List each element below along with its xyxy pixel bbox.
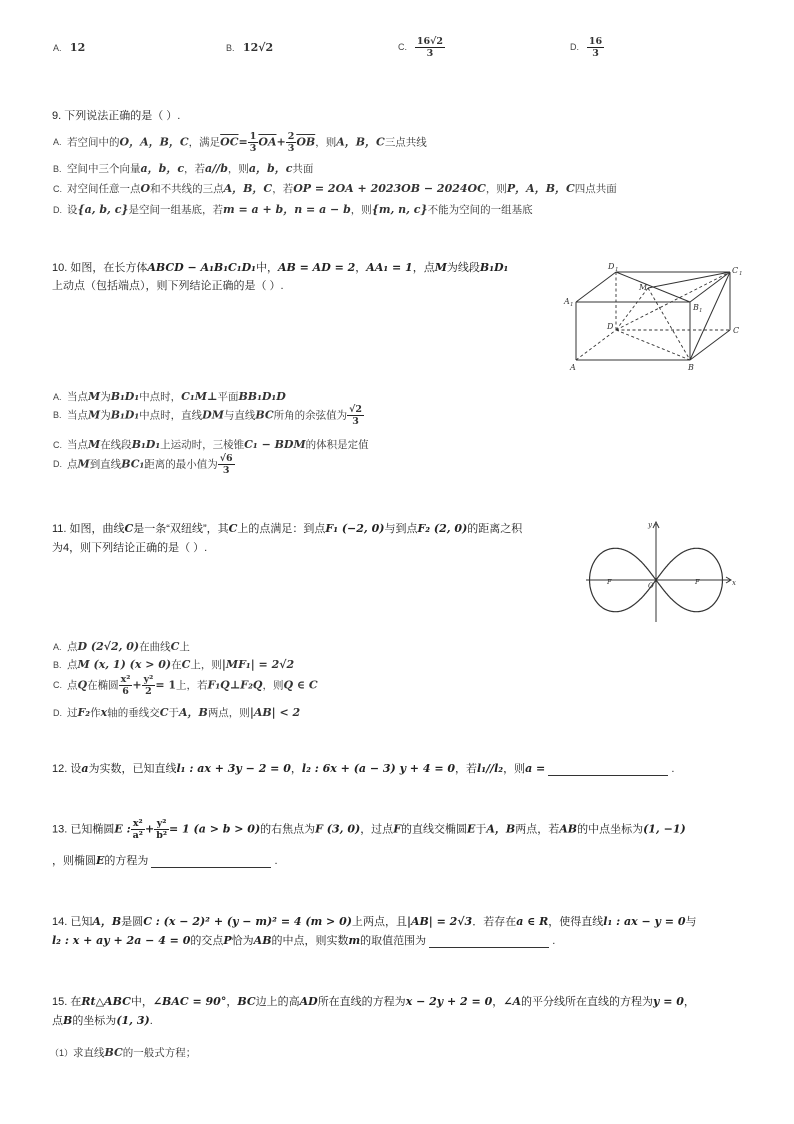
axis-label-x: x (732, 579, 736, 587)
q11-option-c: C. 点Q在椭圆 $\frac{\text{x²}}{6}$ + $\frac{\text{y²}}{2}$ = 1上，若F₁Q⊥F₂Q，则Q ∈ C (53, 674, 318, 697)
q8-option-b (226, 41, 273, 54)
fraction: $\frac{\text{x²}}{6}$ (120, 674, 131, 697)
q15-stem-line2: 点B的坐标为(1, 3). (52, 1014, 153, 1027)
q11-option-d: D. 过F₂作x轴的垂线交C于A，B两点，则|AB| < 2 (53, 706, 301, 719)
option-value: 12 (69, 41, 86, 54)
sub-question-label: （1） (50, 1048, 74, 1058)
fraction: $\frac{2}{3}$ (287, 131, 295, 154)
option-label: D. (53, 708, 62, 718)
answer-blank[interactable] (548, 765, 668, 776)
q11-option-b: B. 点M (x, 1) (x > 0)在C上，则|MF₁| = 2√2 (53, 658, 295, 671)
q13-stem-line2: ，则椭圆E的方程为 . (52, 854, 278, 867)
label-c: C (733, 326, 740, 335)
option-label: C. (53, 184, 62, 194)
label-b: B (688, 363, 694, 372)
option-label: A. (53, 392, 62, 402)
q11-stem-line1: 11. 如图，曲线C是一条“双纽线”，其C上的点满足：到点F₁ (−2, 0)与到点F₂ (2, 0)的距离之积 (52, 522, 523, 535)
answer-blank[interactable] (151, 857, 271, 868)
focus-label-f2: F (695, 578, 700, 586)
axis-label-y: y (648, 521, 652, 529)
fraction: $\frac{16}{3}$ (588, 36, 603, 59)
q9-option-b: B. 空间中三个向量a，b，c，若a//b，则a，b，c共面 (53, 162, 314, 175)
lemniscate-figure (582, 518, 742, 624)
q10-stem-line2: 上动点（包括端点），则下列结论正确的是（ ）. (52, 280, 284, 292)
option-label: A. (53, 43, 62, 53)
option-label: B. (53, 660, 62, 670)
q9-option-c: C. 对空间任意一点O和不共线的三点A，B，C，若OP = 2OA + 2023OB − 2024OC，则P，A，B，C四点共面 (53, 182, 617, 195)
q8-option-d (570, 36, 604, 59)
q10-option-c: C. 当点M在线段B₁D₁上运动时，三棱锥C₁ − BDM的体积是定值 (53, 438, 369, 451)
q10-option-b: B. 当点M为B₁D₁中点时，直线DM与直线BC所角的余弦值为 $\frac{√2}{3}$ (53, 404, 363, 427)
option-label: B. (53, 410, 62, 421)
label-sub: 1 (615, 267, 619, 273)
option-label: C. (53, 440, 62, 450)
option-label: C. (53, 680, 62, 691)
q13-stem-line1: 13. 已知椭圆E : $\frac{\text{x²}}{\text{a²}}$ + $\frac{\text{y²}}{\text{b²}}$ = 1 (a > b > 0)的右焦点为F (3, 0)，过点F的直线交椭圆E于A，B两点，若AB的中点坐标为(1, −1) (52, 818, 686, 841)
q11-option-a: A. 点D (2√2, 0)在曲线C上 (53, 640, 190, 653)
q12-stem: 12. 设a为实数，已知直线l₁ : ax + 3y − 2 = 0，l₂ : 6x + (a − 3) y + 4 = 0，若l₁//l₂，则a = . (52, 762, 675, 775)
option-label: A. (53, 137, 62, 148)
label-sub: 1 (739, 271, 743, 277)
answer-blank[interactable] (429, 937, 549, 948)
label-a: A (570, 363, 576, 372)
label-sub: 1 (699, 308, 703, 314)
option-value: 12√2 (242, 41, 274, 54)
label-m: M (639, 283, 648, 292)
label-b1: B (693, 303, 699, 312)
q15-stem-line1: 15. 在Rt△ABC中，∠BAC = 90°，BC边上的高AD所在直线的方程为x − 2y + 2 = 0，∠A的平分线所在直线的方程为y = 0， (52, 995, 695, 1008)
q8-option-a (53, 41, 85, 54)
fraction: $\frac{\text{y²}}{2}$ (143, 674, 154, 697)
option-label: D. (53, 459, 62, 470)
q10-option-a: A. 当点M为B₁D₁中点时，C₁M⊥平面BB₁D₁D (53, 390, 286, 403)
option-label: D. (570, 42, 579, 53)
fraction: $\frac{\text{y²}}{\text{b²}}$ (156, 818, 167, 841)
q10-stem-line1: 10. 如图，在长方体ABCD − A₁B₁C₁D₁中，AB = AD = 2，AA₁ = 1，点M为线段B₁D₁ (52, 261, 509, 274)
label-d: D (607, 322, 614, 331)
focus-label-f1: F (607, 578, 612, 586)
fraction: $\frac{\text{x²}}{\text{a²}}$ (132, 818, 143, 841)
option-label: A. (53, 642, 62, 652)
q9-stem: 9. 下列说法正确的是（ ）. (52, 110, 181, 122)
q8-option-c (398, 36, 445, 59)
option-label: B. (226, 43, 235, 53)
label-d1: D (608, 262, 615, 271)
option-label: D. (53, 205, 62, 215)
label-a1: A (564, 297, 570, 306)
option-label: C. (398, 42, 407, 53)
label-sub: 1 (570, 302, 574, 308)
fraction: $\frac{√2}{3}$ (349, 404, 363, 427)
label-c1: C (732, 266, 739, 275)
q14-stem-line1: 14. 已知A，B是圆C : (x − 2)² + (y − m)² = 4 (m > 0)上两点，且|AB| = 2√3．若存在a ∈ R，使得直线l₁ : ax − y = 0与 (52, 915, 697, 928)
q10-option-d: D. 点M到直线BC₁距离的最小值为 $\frac{√6}{3}$ (53, 453, 233, 476)
q9-option-a: A. 若空间中的O，A，B，C，满足$\overline{OC}=$ $\frac{1}{3}$ $\overline{OA}+$ $\frac{2}{3}$ $\overline{OB}$，则A，B，C三点共线 (53, 131, 427, 154)
cuboid-figure (560, 258, 745, 376)
fraction: $\frac{16√2}{3}$ (416, 36, 443, 59)
fraction: $\frac{√6}{3}$ (219, 453, 233, 476)
q9-option-d: D. 设{a, b, c}是空间一组基底，若m = a + b，n = a − b，则{m, n, c}不能为空间的一组基底 (53, 203, 533, 216)
q14-stem-line2: l₂ : x + ay + 2a − 4 = 0的交点P恰为AB的中点，则实数m的取值范围为 . (52, 934, 556, 947)
origin-label: O (648, 582, 654, 590)
q15-sub-question-1: （1）求直线BC的一般式方程； (50, 1046, 197, 1059)
fraction: $\frac{1}{3}$ (249, 131, 257, 154)
q11-stem-line2: 为4，则下列结论正确的是（ ）. (52, 542, 208, 554)
option-label: B. (53, 164, 62, 174)
